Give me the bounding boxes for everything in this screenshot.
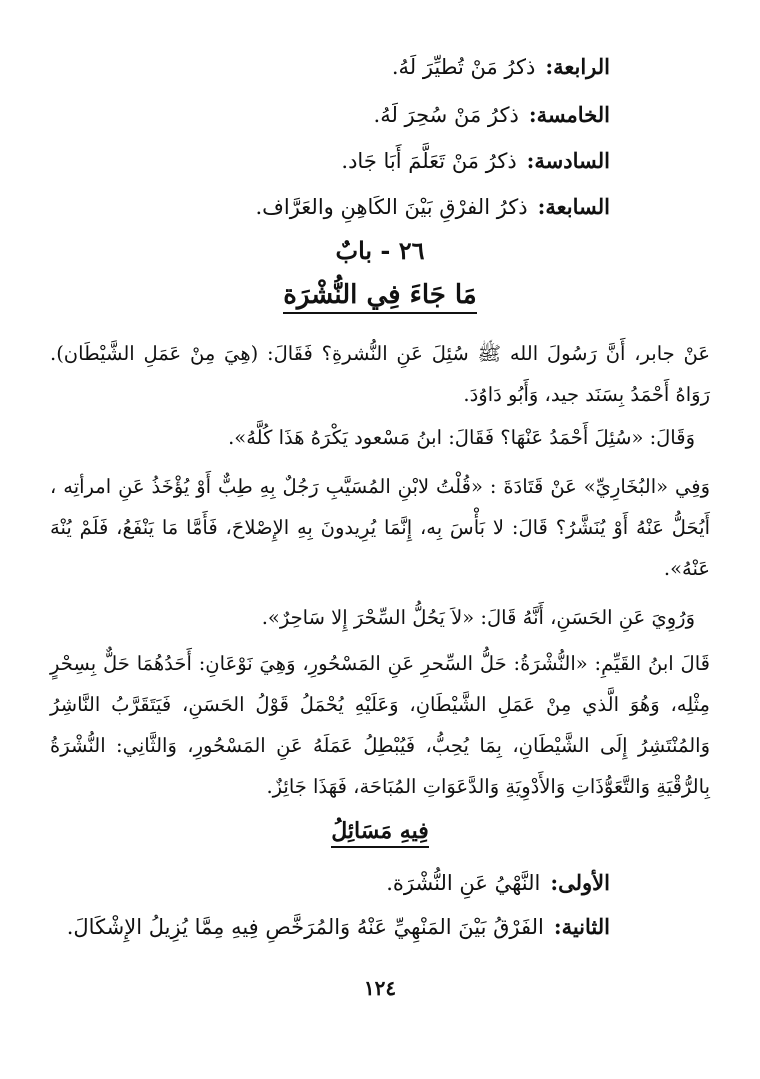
- issue-label: السادسة:: [526, 148, 610, 173]
- issue-item: [386, 870, 610, 896]
- chapter-number: ٢٦ - بابٌ: [335, 236, 425, 265]
- paragraph: وَقَالَ: «سُئِلَ أَحْمَدُ عَنْهَا؟ فَقَالَ: ابنُ مَسْعود يَكْرَهُ هَذَا كُلَّهُ».: [228, 426, 695, 449]
- page-number: ١٢٤: [363, 976, 397, 1000]
- issue-label: الرابعة:: [545, 54, 610, 79]
- issue-item: [392, 54, 610, 80]
- issue-text: ذكرُ مَنْ سُحِرَ لَهُ.: [373, 103, 519, 127]
- issues-heading-text: فِيهِ مَسَائِلُ: [331, 818, 429, 848]
- issue-label: الخامسة:: [528, 102, 610, 127]
- issue-item: [374, 102, 610, 128]
- issue-item: [341, 148, 610, 174]
- paragraph: قَالَ ابنُ القَيِّمِ: «النُّشْرَةُ: حَلُّ السِّحرِ عَنِ المَسْحُورِ، وَهِيَ نَوْعَانِ: أَحَدُهُمَا حَلٌّ بِسِحْرٍ مِثْلِه، وَهُوَ الَّذي مِنْ عَمَلِ الشَّيْطَانِ، وَعَلَيْهِ يُحْمَلُ قَوْلُ الحَسَنِ، فَيَتَقَرَّبُ النَّاشِرُ وَالمُنْتَشِرُ إِلَى الشَّيْطَانِ، بِمَا يُحِبُّ، فَيُبْطِلُ عَمَلَهُ عَنِ المَسْحُورِ، وَالثَّانِي: النُّشْرَةُ بِالرُّقْيَةِ وَالتَّعَوُّذَاتِ وَالأَدْوِيَةِ وَالدَّعَوَاتِ المُبَاحَة، فَهَذَا جَائِزٌ.: [50, 652, 710, 798]
- paragraph: وَفِي «البُخَارِيِّ» عَنْ قَتَادَةَ : «قُلْتُ لابْنِ المُسَيَّبِ رَجُلٌ بِهِ طِبٌّ أَوْ يُؤْخَذُ عَنِ امرأتِه ، أَيُحَلُّ عَنْهُ أَوْ يُنَشَّرُ؟ قَالَ: لا بَأْسَ بِه، إِنَّمَا يُرِيدونَ بِهِ الإِصْلاحَ، فَأَمَّا مَا يَنْفَعُ، فَلَمْ يُنْهَ عَنْهُ».: [50, 475, 710, 580]
- issue-label: الثانية:: [553, 914, 610, 939]
- chapter-title-text: مَا جَاءَ فِي النُّشْرَة: [283, 280, 476, 314]
- issue-text: الفَرْقُ بَيْنَ المَنْهِيِّ عَنْهُ وَالمُرَخَّصِ فِيهِ مِمَّا يُزِيلُ الإِشْكَالَ.: [66, 915, 544, 939]
- paragraph: عَنْ جابر، أَنَّ رَسُولَ الله ﷺ سُئِلَ عَنِ النُّشرةِ؟ فَقَالَ: (هِيَ مِنْ عَمَلِ الشَّيْطَان). رَوَاهُ أَحْمَدُ بِسَنَد جيد، وَأَبُو دَاوُدَ.: [50, 342, 710, 406]
- issue-text: ذكرُ الفرْقِ بَيْنَ الكَاهِنِ والعَرَّاف.: [255, 195, 528, 219]
- issue-label: السابعة:: [537, 194, 610, 219]
- issue-text: ذكرُ مَنْ تَعَلَّمَ أَبَا جَاد.: [341, 149, 517, 173]
- issue-text: ذكرُ مَنْ تُطيِّرَ لَهُ.: [391, 55, 536, 79]
- issue-label: الأولى:: [550, 870, 610, 895]
- issue-item: [255, 194, 610, 220]
- issue-item: [67, 914, 610, 940]
- issue-text: النَّهْيُ عَنِ النُّشْرَة.: [386, 871, 541, 895]
- paragraph: وَرُوِيَ عَنِ الحَسَنِ، أَنَّهُ قَالَ: «لاَ يَحُلُّ السِّحْرَ إِلا سَاحِرٌ».: [261, 606, 695, 629]
- issues-heading: [0, 818, 760, 844]
- chapter-title: [0, 280, 760, 310]
